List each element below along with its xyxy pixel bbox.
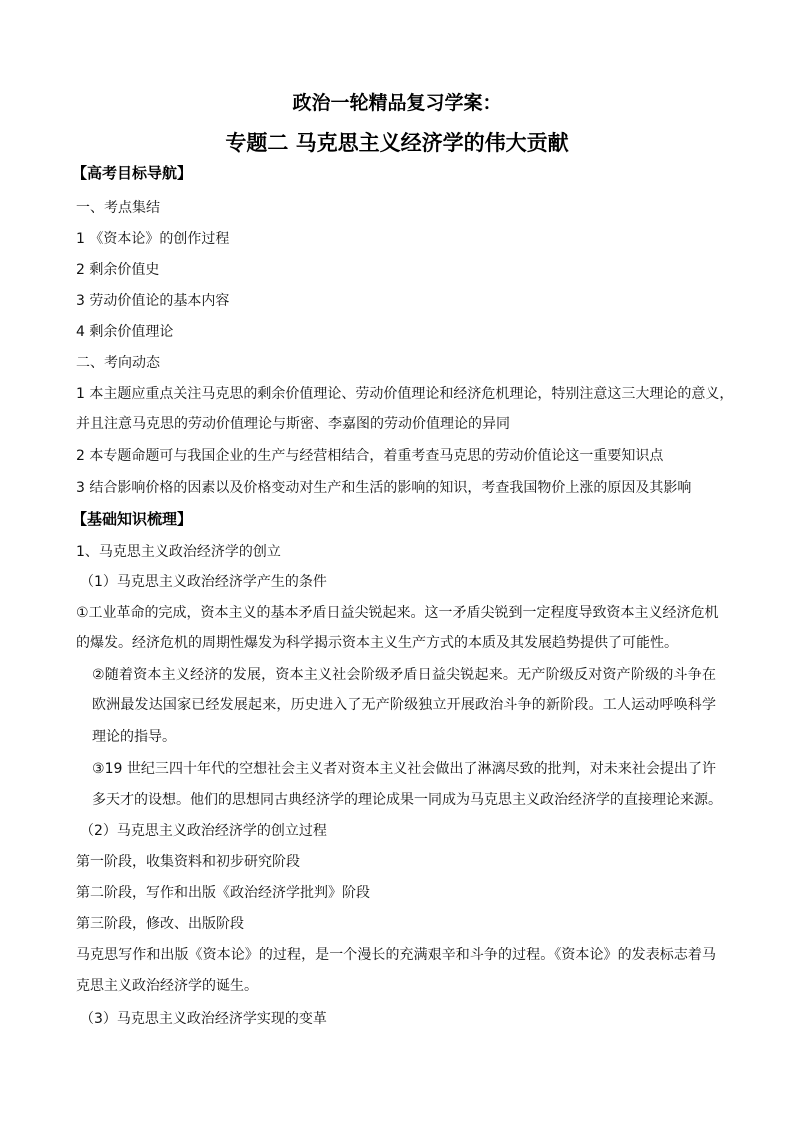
kaoxiang-item-2: 2 本专题命题可与我国企业的生产与经营相结合，着重考查马克思的劳动价值论这一重要知识点 (76, 448, 664, 464)
paragraph-line: 的爆发。经济危机的周期性爆发为科学揭示资本主义生产方式的本质及其发展趋势提供了可能性。 (76, 635, 678, 651)
page-subtitle: 专题二 马克思主义经济学的伟大贡献 (225, 130, 569, 155)
stage-line: 第三阶段，修改、出版阶段 (76, 916, 244, 932)
kaoxiang-item-1-line1: 1 本主题应重点关注马克思的剩余价值理论、劳动价值理论和经济危机理论，特别注意这三大理论的意义， (76, 386, 734, 402)
stage-line: 第一阶段，收集资料和初步研究阶段 (76, 854, 300, 870)
kaoxiang-heading: 二、考向动态 (76, 355, 160, 371)
kaoxiang-item-3: 3 结合影响价格的因素以及价格变动对生产和生活的影响的知识，考查我国物价上涨的原因及其影响 (76, 480, 692, 496)
kaodian-item: 3 劳动价值论的基本内容 (76, 293, 230, 309)
kaodian-item: 4 剩余价值理论 (76, 324, 174, 340)
paragraph-line: 理论的指导。 (92, 729, 176, 745)
kaodian-heading: 一、考点集结 (76, 200, 160, 216)
stage-line: 第二阶段，写作和出版《政治经济学批判》阶段 (76, 885, 370, 901)
subpoint-heading: （2）马克思主义政治经济学的创立过程 (80, 823, 327, 839)
subpoint-heading: （1）马克思主义政治经济学产生的条件 (80, 574, 327, 590)
paragraph-line: ①工业革命的完成，资本主义的基本矛盾日益尖锐起来。这一矛盾尖锐到一定程度导致资本主义经济危机 (76, 605, 719, 621)
paragraph-line: 克思主义政治经济学的诞生。 (76, 978, 258, 994)
paragraph-line: 马克思写作和出版《资本论》的过程，是一个漫长的充满艰辛和斗争的过程。《资本论》的发表标志着马 (76, 947, 716, 963)
section-heading-gaokao: 【高考目标导航】 (72, 164, 193, 182)
paragraph-line: ③19 世纪三四十年代的空想社会主义者对资本主义社会做出了淋漓尽致的批判，对未来社会提出了许 (92, 761, 716, 777)
point-heading: 1、马克思主义政治经济学的创立 (76, 544, 281, 560)
paragraph-line: ②随着资本主义经济的发展，资本主义社会阶级矛盾日益尖锐起来。无产阶级反对资产阶级的斗争在 (92, 667, 716, 683)
kaodian-item: 1 《资本论》的创作过程 (76, 231, 230, 247)
paragraph-line: 多天才的设想。他们的思想同古典经济学的理论成果一同成为马克思主义政治经济学的直接理论来源。 (92, 792, 722, 808)
section-heading-jichu: 【基础知识梳理】 (72, 510, 193, 528)
kaodian-item: 2 剩余价值史 (76, 262, 160, 278)
subpoint-heading: （3）马克思主义政治经济学实现的变革 (80, 1011, 327, 1027)
paragraph-line: 欧洲最发达国家已经发展起来，历史进入了无产阶级独立开展政治斗争的新阶段。工人运动呼唤科学 (92, 697, 716, 713)
kaoxiang-item-1-line2: 并且注意马克思的劳动价值理论与斯密、李嘉图的劳动价值理论的异同 (76, 416, 510, 432)
page-title: 政治一轮精品复习学案： (292, 92, 502, 114)
